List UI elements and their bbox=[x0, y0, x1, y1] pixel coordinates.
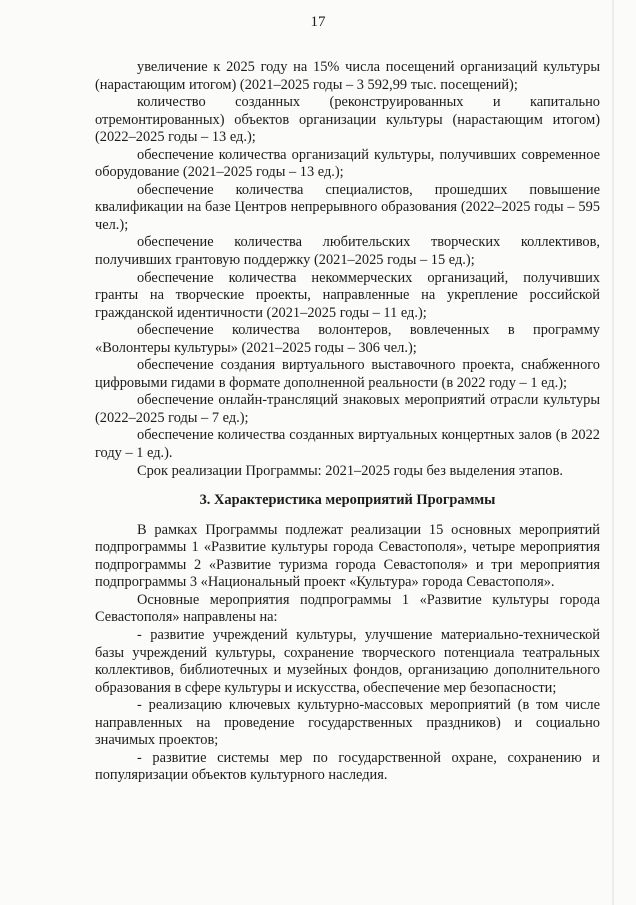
paragraph: обеспечение количества волонтеров, вовлеченных в программу «Волонтеры культуры» (2021–2025 годы – 306 чел.); bbox=[95, 322, 600, 356]
page-number: 17 bbox=[310, 14, 326, 30]
paragraph: обеспечение онлайн-трансляций знаковых мероприятий отрасли культуры (2022–2025 годы – 7 ед.); bbox=[95, 392, 600, 426]
goals-list bbox=[95, 59, 600, 480]
paragraph: - развитие учреждений культуры, улучшение материально-технической базы учреждений культуры, сохранение творческого потенциала театральных коллективов, библиотечных и музейных фондов, организацию дополнительного образования в сфере культуры и искусства, обеспечение мер безопасности; bbox=[95, 626, 600, 696]
paragraph: обеспечение количества некоммерческих организаций, получивших гранты на творческие проекты, направленные на укрепление российской гражданской идентичности (2021–2025 годы – 11 ед.); bbox=[95, 269, 600, 321]
scan-edge-shadow bbox=[612, 0, 614, 905]
paragraph: В рамках Программы подлежат реализации 15 основных мероприятий подпрограммы 1 «Развитие культуры города Севастополя», четыре мероприятия подпрограммы 2 «Развитие туризма города Севастополя» и три мероприятия подпрограммы 3 «Национальный проект «Культура» города Севастополя». bbox=[95, 521, 600, 591]
section-heading: 3. Характеристика мероприятий Программы bbox=[199, 492, 496, 509]
paragraph: обеспечение количества созданных виртуальных концертных залов (в 2022 году – 1 ед.). bbox=[95, 427, 600, 462]
section-content bbox=[95, 522, 600, 785]
paragraph: Срок реализации Программы: 2021–2025 годы без выделения этапов. bbox=[137, 462, 563, 479]
paragraph: увеличение к 2025 году на 15% числа посещений организаций культуры (нарастающим итогом) (2021–2025 годы – 3 592,99 тыс. посещений); bbox=[95, 59, 600, 93]
document-body bbox=[95, 59, 600, 785]
paragraph: обеспечение количества организаций культуры, получивших современное оборудование (2021–2025 годы – 13 ед.); bbox=[95, 146, 600, 181]
paragraph: количество созданных (реконструированных и капитально отремонтированных) объектов организации культуры (нарастающим итогом) (2022–2025 годы – 13 ед.); bbox=[95, 94, 600, 146]
paragraph: - реализацию ключевых культурно-массовых мероприятий (в том числе направленных на проведение государственных праздников) и социально значимых проектов; bbox=[95, 697, 600, 749]
paragraph: Основные мероприятия подпрограммы 1 «Развитие культуры города Севастополя» направлены на: bbox=[95, 591, 600, 626]
paragraph: обеспечение создания виртуального выставочного проекта, снабженного цифровыми гидами в формате дополненной реальности (в 2022 году – 1 ед.); bbox=[95, 357, 600, 391]
paragraph: обеспечение количества специалистов, прошедших повышение квалификации на базе Центров непрерывного образования (2022–2025 годы – 595 чел.); bbox=[95, 181, 600, 233]
paragraph: - развитие системы мер по государственной охране, сохранению и популяризации объектов культурного наследия. bbox=[95, 749, 600, 784]
paragraph: обеспечение количества любительских творческих коллективов, получивших грантовую поддержку (2021–2025 годы – 15 ед.); bbox=[95, 234, 600, 269]
